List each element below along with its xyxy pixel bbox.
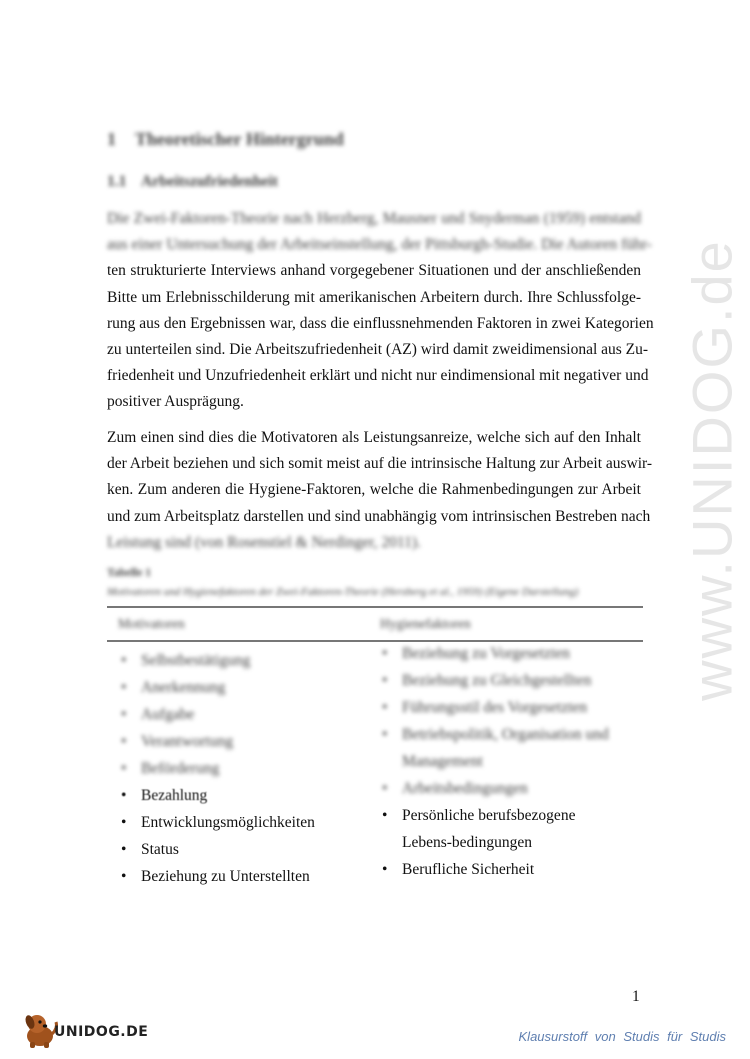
- list-item: • Beförderung: [117, 755, 347, 782]
- paragraph-line: ten strukturierte Interviews anhand vorgegebener Situationen und der anschließenden: [107, 262, 641, 280]
- list-item: • Aufgabe: [117, 701, 347, 728]
- motivatoren-list: [117, 647, 347, 890]
- section-number: 1: [107, 129, 116, 149]
- section-heading: [107, 129, 344, 150]
- table-label: Tabelle 1: [107, 567, 151, 579]
- paragraph-line: Bitte um Erlebnisschilderung mit amerikanischen Arbeitern durch. Ihre Schlussfolge-: [107, 288, 641, 306]
- list-item: • Anerkennung: [117, 674, 347, 701]
- paragraph-2: [107, 425, 653, 556]
- list-item: • Verantwortung: [117, 728, 347, 755]
- list-item: • Arbeitsbedingungen: [378, 775, 640, 802]
- list-item: • Beziehung zu Vorgesetzten: [378, 640, 640, 667]
- hygienefaktoren-list: [378, 640, 640, 883]
- paragraph-line: Leistung sind (von Rosenstiel & Nerdinger, 2011).: [107, 533, 421, 551]
- logo-wordmark[interactable]: UNIDOG.DE: [54, 1024, 149, 1040]
- paragraph-line: zu unterteilen sind. Die Arbeitszufriedenheit (AZ) wird damit zweidimensional aus Zu-: [107, 340, 649, 358]
- paragraph-line: ken. Zum anderen die Hygiene-Faktoren, welche die Rahmenbedingungen zur Arbeit: [107, 481, 641, 499]
- list-item: • Berufliche Sicherheit: [378, 856, 640, 883]
- paragraph-line: friedenheit und Unzufriedenheit erklärt und nicht nur eindimensional mit negativer und: [107, 367, 649, 385]
- footer-tagline: Klausurstoff von Studis für Studis: [518, 1029, 726, 1044]
- list-item: • Status: [117, 836, 347, 863]
- list-item: • Persönliche berufsbezogene Lebens-bedingungen: [378, 802, 622, 856]
- paragraph-1: [107, 206, 654, 416]
- paragraph-line: Die Zwei-Faktoren-Theorie nach Herzberg, Mausner und Snyderman (1959) entstand: [107, 210, 641, 227]
- paragraph-line: Zum einen sind dies die Motivatoren als Leistungsanreize, welche sich auf den Inhalt: [107, 429, 641, 446]
- list-item: • Entwicklungsmöglichkeiten: [117, 809, 347, 836]
- section-title: Theoretischer Hintergrund: [135, 129, 344, 149]
- page-number: 1: [632, 988, 640, 1005]
- paragraph-line: rung aus den Ergebnissen war, dass die einflussnehmenden Faktoren in zwei Kategorien: [107, 314, 654, 332]
- paragraph-line: aus einer Untersuchung der Arbeitseinstellung, der Pittsburgh-Studie. Die Autoren führ-: [107, 236, 652, 254]
- table-caption: Motivatoren und Hygienefaktoren der Zwei-Faktoren-Theorie (Herzberg et al., 1959) (Eigene Darstellung): [107, 586, 579, 598]
- subsection-title: Arbeitszufriedenheit: [141, 173, 278, 190]
- subsection-heading: [107, 173, 278, 191]
- paragraph-line: der Arbeit beziehen und sich somit meist auf die intrinsische Haltung zur Arbeit auswir-: [107, 455, 653, 473]
- list-item: • Führungsstil des Vorgesetzten: [378, 694, 640, 721]
- table-header-motivatoren: Motivatoren: [118, 616, 185, 631]
- paragraph-line: positiver Ausprägung.: [107, 393, 244, 411]
- table-top-rule: [107, 606, 643, 608]
- list-item: • Beziehung zu Unterstellten: [117, 863, 347, 890]
- list-item: • Beziehung zu Gleichgestellten: [378, 667, 640, 694]
- list-item: • Selbstbestätigung: [117, 647, 347, 674]
- list-item: • Bezahlung: [117, 782, 347, 809]
- table-header-hygienefaktoren: Hygienefaktoren: [380, 616, 471, 631]
- watermark: www.UNIDOG.de: [680, 239, 744, 701]
- subsection-number: 1.1: [107, 173, 127, 190]
- paragraph-line: und zum Arbeitsplatz darstellen und sind unabhängig vom intrinsischen Bestreben nach: [107, 507, 651, 525]
- list-item: • Betriebspolitik, Organisation und Management: [378, 721, 612, 775]
